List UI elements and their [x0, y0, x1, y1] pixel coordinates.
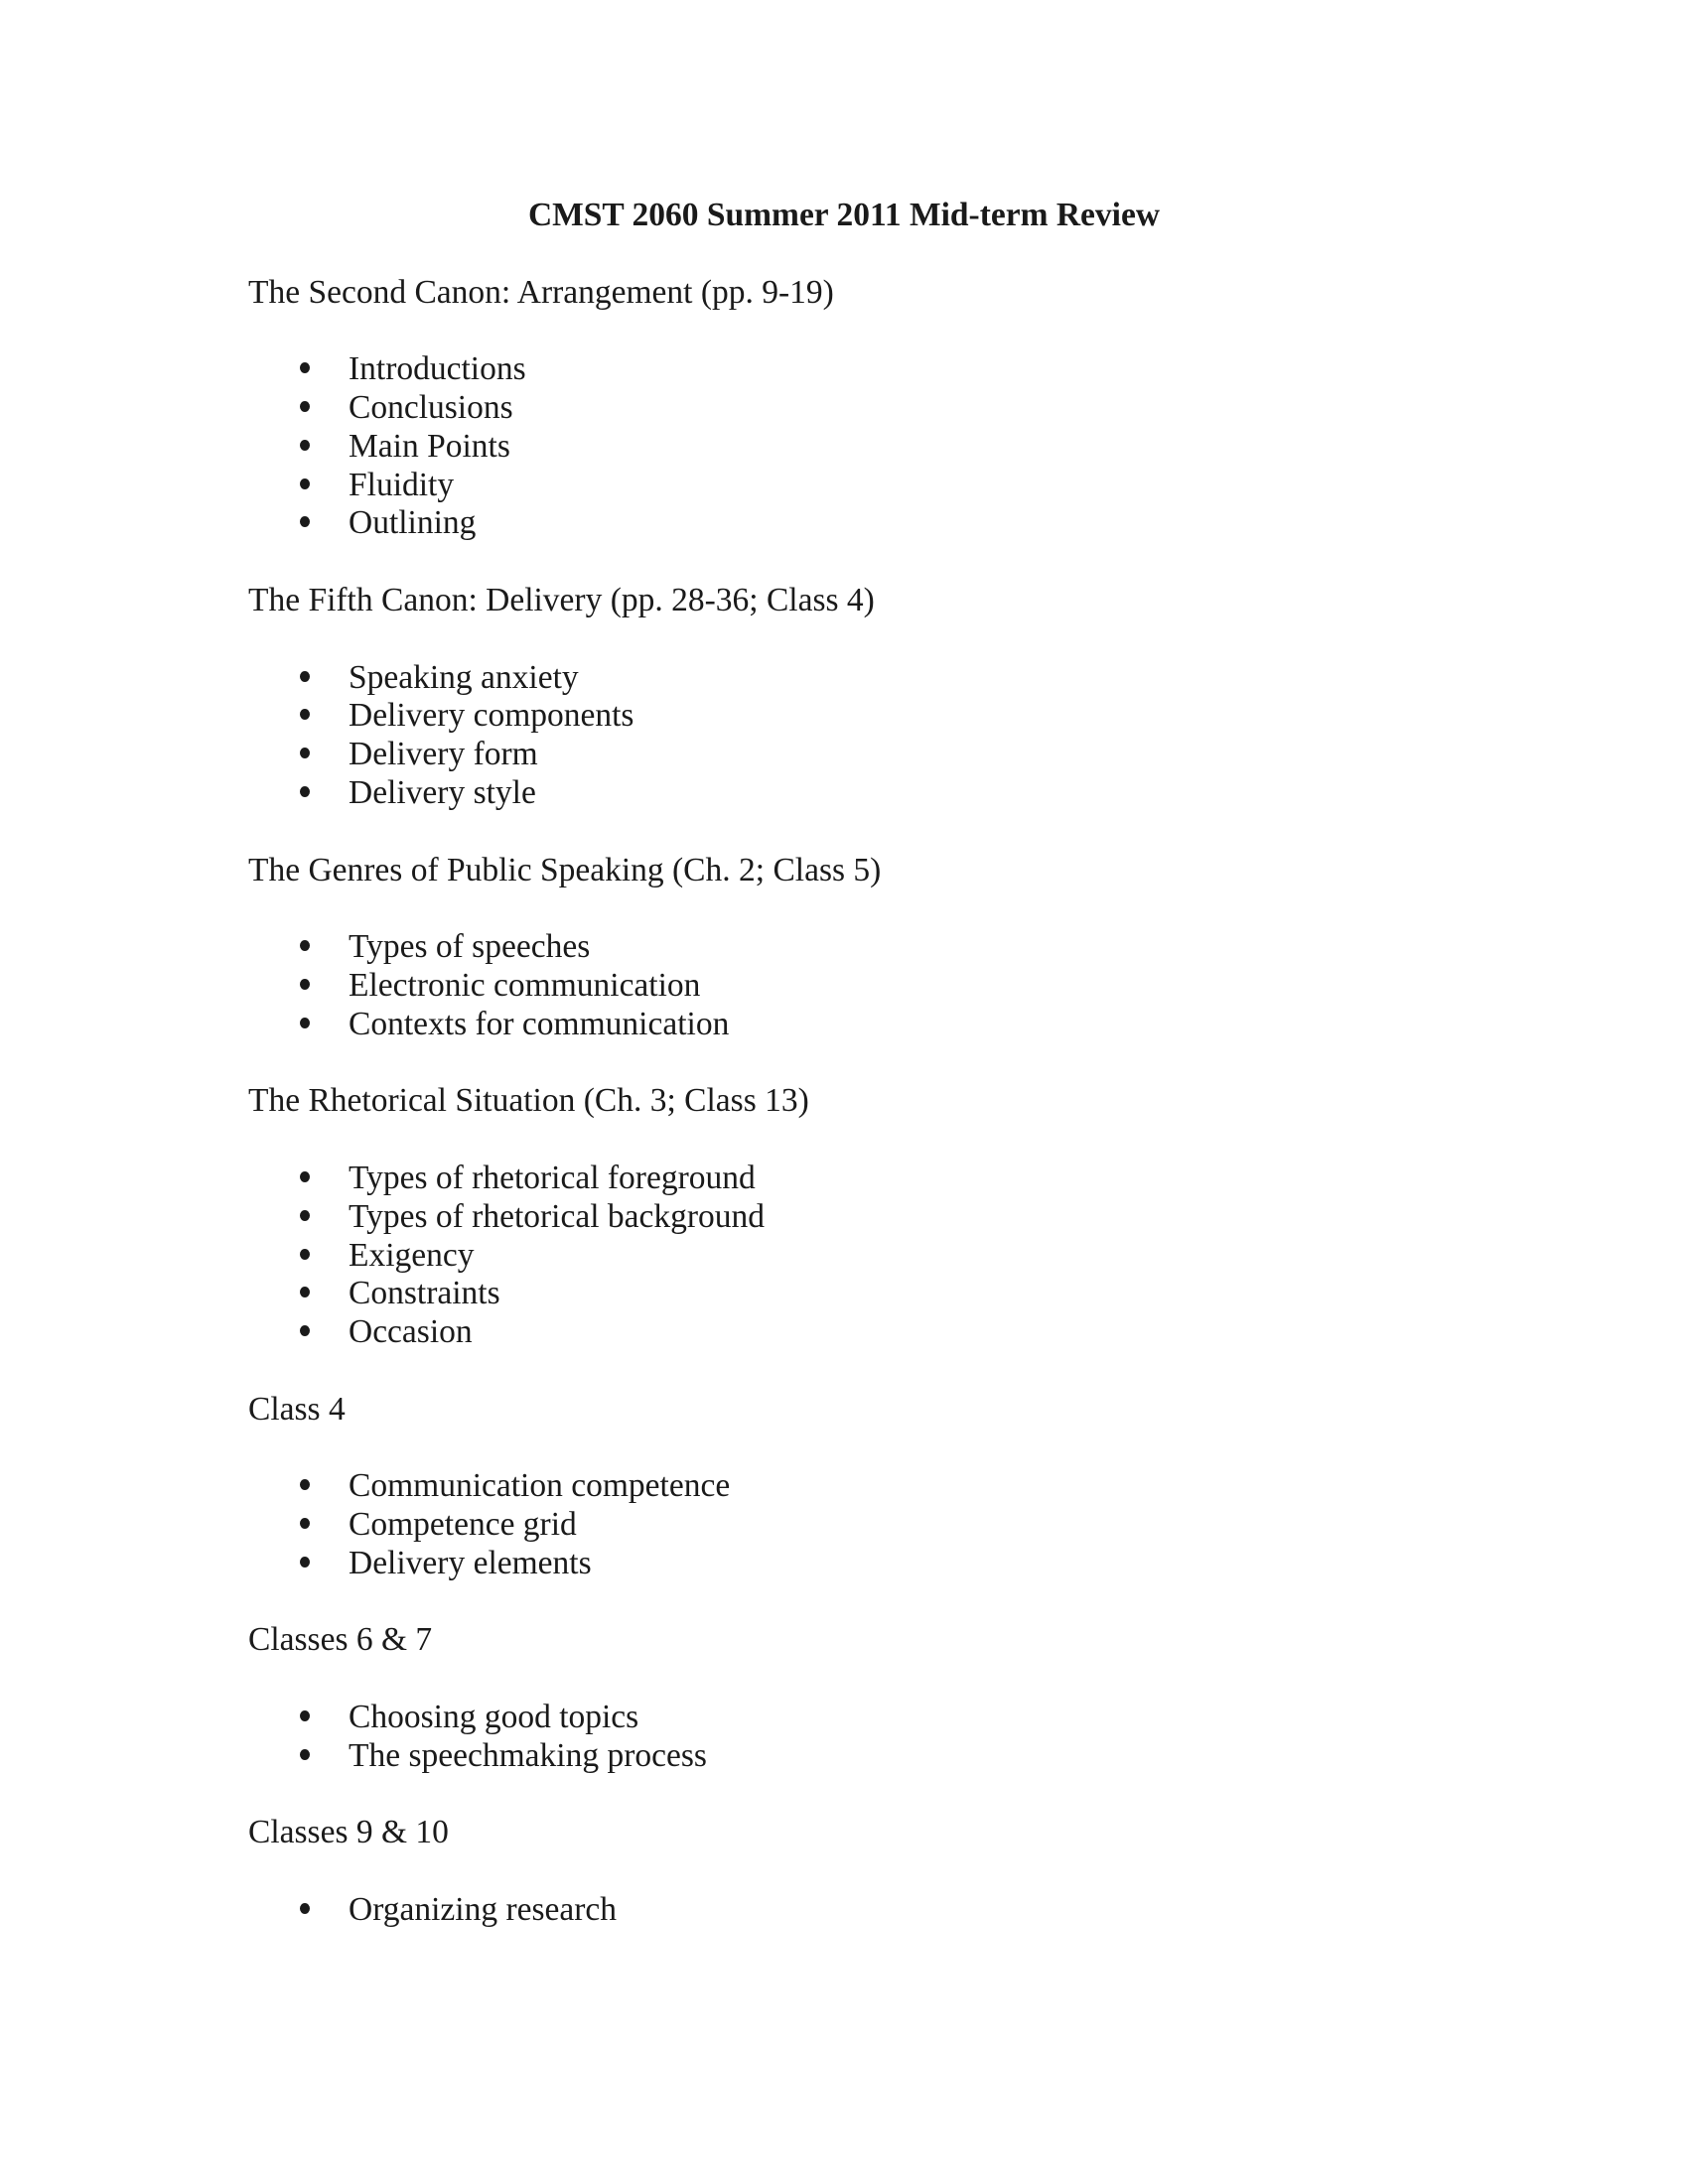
list-item	[248, 659, 1440, 698]
list-item-label: Contexts for communication	[349, 1005, 730, 1042]
list-item-label: Occasion	[349, 1313, 473, 1351]
bullet-icon	[300, 940, 310, 951]
bullet-icon	[300, 1518, 310, 1529]
bullet-list	[248, 1160, 1440, 1352]
list-item-label: Conclusions	[349, 388, 513, 426]
bullet-icon	[300, 786, 310, 797]
bullet-icon	[300, 478, 310, 489]
bullet-list	[248, 1699, 1440, 1776]
bullet-icon	[300, 1171, 310, 1182]
bullet-icon	[300, 1479, 310, 1490]
list-item-label: Types of rhetorical background	[349, 1197, 766, 1235]
bullet-icon	[300, 401, 310, 412]
section-heading: The Rhetorical Situation (Ch. 3; Class 13)	[248, 1082, 809, 1120]
section-heading: Class 4	[248, 1390, 346, 1428]
list-item-label: Organizing research	[349, 1891, 618, 1929]
bullet-icon	[300, 671, 310, 682]
list-item	[248, 697, 1440, 736]
list-item-label: Delivery components	[349, 697, 634, 735]
bullet-list	[248, 350, 1440, 543]
list-item-label: Introductions	[349, 350, 526, 388]
list-item-label: Delivery form	[349, 736, 538, 773]
list-item-label: Electronic communication	[349, 966, 701, 1004]
section-heading: Classes 6 & 7	[248, 1621, 433, 1659]
bullet-icon	[300, 1749, 310, 1760]
list-item	[248, 1891, 1440, 1930]
list-item	[248, 467, 1440, 505]
list-item	[248, 1237, 1440, 1276]
list-item-label: Outlining	[349, 504, 477, 542]
bullet-list	[248, 1891, 1440, 1930]
bullet-icon	[300, 748, 310, 758]
list-item	[248, 1313, 1440, 1352]
list-item-label: Exigency	[349, 1236, 475, 1274]
bullet-icon	[300, 1710, 310, 1721]
list-item	[248, 389, 1440, 428]
list-item	[248, 1699, 1440, 1737]
list-item-label: Delivery style	[349, 773, 536, 811]
bullet-icon	[300, 1325, 310, 1336]
list-item	[248, 1467, 1440, 1506]
list-item-label: Communication competence	[349, 1467, 731, 1505]
list-item	[248, 1006, 1440, 1044]
section-heading: Classes 9 & 10	[248, 1814, 449, 1851]
bullet-icon	[300, 1210, 310, 1221]
list-item-label: Delivery elements	[349, 1544, 592, 1581]
bullet-icon	[300, 1903, 310, 1914]
bullet-icon	[300, 979, 310, 990]
document-title: CMST 2060 Summer 2011 Mid-term Review	[527, 197, 1161, 233]
bullet-icon	[300, 1249, 310, 1260]
section-heading: The Second Canon: Arrangement (pp. 9-19)	[248, 273, 834, 311]
list-item-label: Fluidity	[349, 466, 455, 503]
list-item-label: Types of rhetorical foreground	[349, 1159, 756, 1196]
bullet-list	[248, 1467, 1440, 1582]
list-item	[248, 428, 1440, 467]
list-item-label: Choosing good topics	[349, 1699, 639, 1736]
list-item	[248, 1198, 1440, 1237]
list-item-label: The speechmaking process	[349, 1736, 707, 1774]
list-item	[248, 1545, 1440, 1583]
bullet-icon	[300, 362, 310, 373]
list-item	[248, 350, 1440, 389]
bullet-list	[248, 928, 1440, 1043]
list-item-label: Main Points	[349, 427, 510, 465]
list-item	[248, 1737, 1440, 1776]
list-item-label: Speaking anxiety	[349, 658, 579, 696]
bullet-icon	[300, 1287, 310, 1297]
list-item	[248, 736, 1440, 774]
list-item-label: Constraints	[349, 1275, 500, 1312]
bullet-icon	[300, 516, 310, 527]
list-item	[248, 928, 1440, 967]
bullet-list	[248, 659, 1440, 813]
section-heading: The Fifth Canon: Delivery (pp. 28-36; Class 4)	[248, 581, 875, 618]
bullet-icon	[300, 1018, 310, 1028]
list-item	[248, 1275, 1440, 1313]
list-item	[248, 967, 1440, 1006]
bullet-icon	[300, 1557, 310, 1568]
list-item-label: Competence grid	[349, 1506, 577, 1544]
section-heading: The Genres of Public Speaking (Ch. 2; Class 5)	[248, 851, 882, 888]
bullet-icon	[300, 440, 310, 451]
list-item-label: Types of speeches	[349, 928, 591, 966]
list-item	[248, 774, 1440, 813]
list-item	[248, 1506, 1440, 1545]
bullet-icon	[300, 709, 310, 720]
list-item	[248, 504, 1440, 543]
list-item	[248, 1160, 1440, 1198]
